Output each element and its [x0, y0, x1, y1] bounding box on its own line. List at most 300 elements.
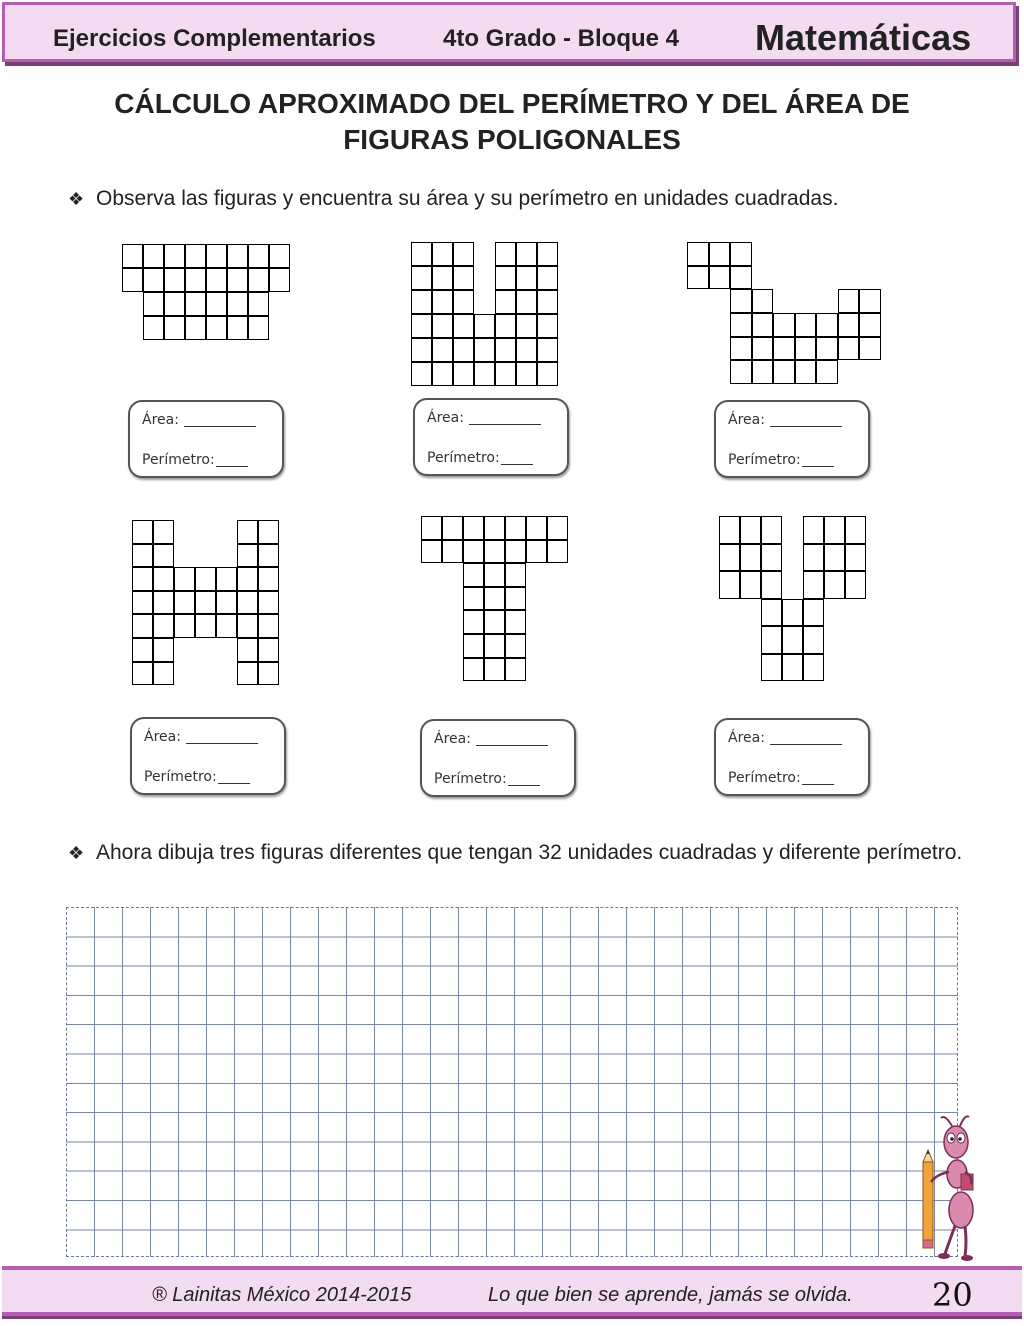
area-answer-line[interactable]: [184, 426, 256, 427]
grid-square: [153, 614, 174, 638]
grid-square: [719, 544, 740, 572]
grid-square: [227, 244, 248, 268]
grid-square: [761, 516, 782, 544]
grid-square: [803, 626, 824, 654]
empty-space: [216, 662, 237, 686]
grid-square: [474, 362, 495, 386]
area-label: Área:: [728, 412, 765, 428]
grid-square: [206, 316, 227, 340]
perimeter-answer-line[interactable]: [508, 785, 540, 786]
grid-square: [237, 614, 258, 638]
grid-square: [505, 563, 526, 587]
grid-square: [516, 338, 537, 362]
empty-space: [526, 658, 547, 682]
grid-square: [838, 337, 860, 361]
header-series-title: Ejercicios Complementarios: [53, 25, 376, 52]
grid-square: [132, 662, 153, 686]
page-header: [2, 2, 1016, 62]
empty-space: [740, 626, 761, 654]
empty-space: [773, 289, 795, 313]
empty-space: [421, 610, 442, 634]
figure-6-grid: [719, 516, 866, 681]
grid-square: [845, 571, 866, 599]
grid-square: [206, 292, 227, 316]
empty-space: [174, 638, 195, 662]
grid-square: [216, 614, 237, 638]
perimeter-answer-line[interactable]: [802, 466, 834, 467]
grid-square: [248, 244, 269, 268]
empty-space: [782, 544, 803, 572]
grid-square: [143, 268, 164, 292]
empty-space: [687, 313, 709, 337]
grid-square: [537, 290, 558, 314]
grid-square: [730, 242, 752, 266]
grid-square: [463, 634, 484, 658]
grid-square: [484, 540, 505, 564]
grid-square: [174, 567, 195, 591]
perimeter-label: Perímetro:: [142, 452, 215, 468]
grid-square: [421, 540, 442, 564]
area-answer-line[interactable]: [770, 426, 842, 427]
grid-square: [773, 337, 795, 361]
header-subject: Matemáticas: [755, 17, 972, 58]
grid-square: [516, 242, 537, 266]
empty-space: [216, 520, 237, 544]
grid-square: [258, 638, 279, 662]
grid-square: [752, 289, 774, 313]
empty-space: [740, 654, 761, 682]
empty-space: [547, 634, 568, 658]
grid-square: [484, 516, 505, 540]
empty-space: [816, 289, 838, 313]
grid-square: [132, 614, 153, 638]
grid-square: [782, 626, 803, 654]
grid-square: [453, 338, 474, 362]
grid-square: [752, 337, 774, 361]
grid-square: [516, 362, 537, 386]
footer-copyright: ® Lainitas México 2014-2015: [152, 1284, 412, 1306]
grid-square: [795, 313, 817, 337]
grid-square: [432, 242, 453, 266]
grid-square: [537, 266, 558, 290]
grid-square: [153, 544, 174, 568]
perimeter-label: Perímetro:: [434, 771, 507, 787]
empty-space: [816, 266, 838, 290]
empty-space: [547, 587, 568, 611]
grid-square: [730, 289, 752, 313]
grid-square: [838, 313, 860, 337]
empty-space: [122, 316, 143, 340]
grid-square: [411, 290, 432, 314]
figure-4-grid: [132, 520, 279, 685]
grid-square: [547, 540, 568, 564]
grid-square: [516, 314, 537, 338]
grid-square: [537, 314, 558, 338]
grid-square: [474, 338, 495, 362]
area-label: Área:: [144, 729, 181, 745]
empty-space: [216, 638, 237, 662]
empty-space: [547, 610, 568, 634]
grid-square: [195, 614, 216, 638]
grid-square: [453, 362, 474, 386]
grid-square: [463, 610, 484, 634]
empty-space: [719, 599, 740, 627]
grid-square: [484, 563, 505, 587]
empty-space: [174, 544, 195, 568]
grid-square: [816, 360, 838, 384]
grid-square: [730, 266, 752, 290]
answer-box-3: [714, 400, 870, 478]
empty-space: [421, 587, 442, 611]
grid-square: [237, 591, 258, 615]
grid-square: [773, 360, 795, 384]
grid-square: [164, 268, 185, 292]
page-footer: [2, 1266, 1022, 1316]
empty-space: [269, 316, 290, 340]
title-line-2: FIGURAS POLIGONALES: [343, 124, 681, 155]
figure-3-grid: [687, 242, 881, 384]
grid-square: [752, 360, 774, 384]
grid-square: [248, 292, 269, 316]
grid-square: [495, 338, 516, 362]
empty-space: [216, 544, 237, 568]
empty-space: [195, 544, 216, 568]
grid-square: [132, 567, 153, 591]
empty-space: [687, 337, 709, 361]
empty-space: [859, 266, 881, 290]
grid-square: [505, 540, 526, 564]
grid-square: [442, 540, 463, 564]
grid-square: [859, 337, 881, 361]
empty-space: [838, 266, 860, 290]
grid-square: [432, 290, 453, 314]
grid-square: [740, 544, 761, 572]
empty-space: [845, 626, 866, 654]
answer-box-4: [130, 717, 286, 795]
empty-space: [174, 662, 195, 686]
grid-square: [838, 289, 860, 313]
page-number: 20: [932, 1276, 973, 1314]
empty-space: [709, 289, 731, 313]
empty-space: [174, 520, 195, 544]
grid-square: [237, 544, 258, 568]
empty-space: [795, 289, 817, 313]
empty-space: [752, 266, 774, 290]
empty-space: [526, 587, 547, 611]
grid-square: [248, 316, 269, 340]
empty-space: [773, 242, 795, 266]
grid-square: [258, 591, 279, 615]
grid-square: [495, 314, 516, 338]
grid-square: [185, 244, 206, 268]
grid-square: [761, 571, 782, 599]
empty-space: [709, 337, 731, 361]
grid-square: [421, 516, 442, 540]
empty-space: [547, 658, 568, 682]
empty-space: [269, 292, 290, 316]
grid-square: [269, 244, 290, 268]
grid-square: [258, 662, 279, 686]
grid-square: [237, 520, 258, 544]
empty-space: [421, 634, 442, 658]
empty-space: [838, 360, 860, 384]
empty-space: [782, 571, 803, 599]
empty-space: [687, 360, 709, 384]
grid-square: [432, 338, 453, 362]
perimeter-label: Perímetro:: [728, 452, 801, 468]
grid-square: [719, 571, 740, 599]
grid-square: [752, 313, 774, 337]
figure-2-grid: [411, 242, 558, 386]
perimeter-label: Perímetro:: [427, 450, 500, 466]
empty-space: [824, 654, 845, 682]
grid-square: [258, 544, 279, 568]
grid-square: [803, 516, 824, 544]
empty-space: [442, 610, 463, 634]
grid-square: [258, 520, 279, 544]
grid-square: [824, 544, 845, 572]
grid-square: [237, 662, 258, 686]
area-label: Área:: [427, 410, 464, 426]
grid-square: [495, 362, 516, 386]
empty-space: [526, 634, 547, 658]
grid-square: [432, 266, 453, 290]
grid-square: [463, 563, 484, 587]
grid-square: [206, 268, 227, 292]
grid-square: [453, 314, 474, 338]
grid-square: [132, 638, 153, 662]
grid-square: [816, 337, 838, 361]
grid-square: [537, 338, 558, 362]
grid-square: [859, 289, 881, 313]
grid-square: [740, 571, 761, 599]
area-answer-line[interactable]: [770, 744, 842, 745]
empty-space: [709, 313, 731, 337]
grid-square: [442, 516, 463, 540]
empty-space: [421, 658, 442, 682]
grid-square: [803, 544, 824, 572]
grid-square: [132, 544, 153, 568]
grid-square: [248, 268, 269, 292]
empty-space: [442, 658, 463, 682]
grid-square: [122, 268, 143, 292]
grid-square: [258, 567, 279, 591]
grid-square: [164, 292, 185, 316]
grid-square: [505, 587, 526, 611]
grid-square: [227, 316, 248, 340]
grid-square: [495, 290, 516, 314]
grid-square: [206, 244, 227, 268]
grid-square: [687, 242, 709, 266]
empty-space: [845, 654, 866, 682]
grid-square: [773, 313, 795, 337]
grid-square: [761, 626, 782, 654]
grid-square: [132, 520, 153, 544]
empty-space: [547, 563, 568, 587]
grid-square: [845, 516, 866, 544]
empty-space: [719, 626, 740, 654]
perimeter-label: Perímetro:: [728, 770, 801, 786]
area-answer-line[interactable]: [476, 745, 548, 746]
diamond-bullet-icon: ❖: [68, 189, 85, 209]
grid-square: [782, 654, 803, 682]
grid-square: [227, 268, 248, 292]
grid-square: [164, 244, 185, 268]
grid-square: [484, 658, 505, 682]
grid-square: [153, 638, 174, 662]
grid-square: [505, 610, 526, 634]
empty-space: [421, 563, 442, 587]
empty-space: [782, 516, 803, 544]
grid-square: [195, 591, 216, 615]
grid-square: [122, 244, 143, 268]
grid-square: [495, 242, 516, 266]
grid-square: [505, 516, 526, 540]
grid-square: [411, 266, 432, 290]
grid-square: [269, 268, 290, 292]
grid-square: [484, 587, 505, 611]
empty-space: [474, 290, 495, 314]
header-grade-block: 4to Grado - Bloque 4: [443, 25, 680, 52]
empty-space: [752, 242, 774, 266]
area-answer-line[interactable]: [469, 424, 541, 425]
empty-space: [474, 266, 495, 290]
instruction-1: [68, 184, 968, 214]
empty-space: [526, 563, 547, 587]
grid-square: [258, 614, 279, 638]
empty-space: [195, 638, 216, 662]
grid-square: [463, 658, 484, 682]
worksheet-title: [40, 86, 984, 158]
empty-space: [719, 654, 740, 682]
grid-square: [153, 591, 174, 615]
perimeter-answer-line[interactable]: [218, 783, 250, 784]
grid-square: [782, 599, 803, 627]
grid-square: [761, 544, 782, 572]
perimeter-label: Perímetro:: [144, 769, 217, 785]
empty-space: [442, 587, 463, 611]
empty-space: [474, 242, 495, 266]
grid-square: [227, 292, 248, 316]
grid-square: [411, 338, 432, 362]
grid-square: [730, 313, 752, 337]
grid-square: [216, 591, 237, 615]
grid-square: [432, 314, 453, 338]
empty-space: [859, 242, 881, 266]
grid-square: [816, 313, 838, 337]
grid-square: [463, 516, 484, 540]
instruction-2: [68, 838, 968, 868]
grid-square: [132, 591, 153, 615]
grid-square: [143, 292, 164, 316]
grid-square: [505, 634, 526, 658]
grid-square: [526, 540, 547, 564]
grid-square: [803, 599, 824, 627]
grid-square: [453, 242, 474, 266]
empty-space: [442, 563, 463, 587]
grid-square: [185, 292, 206, 316]
grid-square: [153, 567, 174, 591]
grid-square: [803, 571, 824, 599]
empty-space: [122, 292, 143, 316]
empty-space: [687, 289, 709, 313]
grid-square: [185, 316, 206, 340]
grid-square: [730, 337, 752, 361]
grid-square: [453, 266, 474, 290]
instruction-1-text: Observa las figuras y encuentra su área y su perímetro en unidades cuadradas.: [96, 187, 839, 210]
empty-space: [773, 266, 795, 290]
grid-square: [411, 362, 432, 386]
area-label: Área:: [728, 730, 765, 746]
grid-square: [709, 266, 731, 290]
grid-square: [824, 571, 845, 599]
empty-space: [795, 266, 817, 290]
area-label: Área:: [142, 412, 179, 428]
grid-square: [824, 516, 845, 544]
grid-square: [845, 544, 866, 572]
grid-square: [505, 658, 526, 682]
empty-space: [859, 360, 881, 384]
grid-square: [216, 567, 237, 591]
grid-square: [411, 314, 432, 338]
grid-square: [516, 266, 537, 290]
ant-with-pencil-icon: [915, 1112, 985, 1262]
perimeter-answer-line[interactable]: [501, 464, 533, 465]
grid-square: [411, 242, 432, 266]
diamond-bullet-icon: ❖: [68, 843, 85, 863]
grid-square: [547, 516, 568, 540]
instruction-2-text: Ahora dibuja tres figuras diferentes que tengan 32 unidades cuadradas y diferente perímetro.: [96, 841, 963, 864]
grid-square: [687, 266, 709, 290]
grid-square: [174, 591, 195, 615]
empty-space: [824, 599, 845, 627]
figure-1-grid: [122, 244, 290, 340]
title-line-1: CÁLCULO APROXIMADO DEL PERÍMETRO Y DEL ÁREA DE: [114, 88, 910, 119]
empty-space: [795, 242, 817, 266]
grid-square: [143, 316, 164, 340]
grid-square: [153, 520, 174, 544]
empty-space: [740, 599, 761, 627]
answer-box-2: [413, 398, 569, 476]
grid-square: [463, 540, 484, 564]
grid-square: [803, 654, 824, 682]
footer-motto: Lo que bien se aprende, jamás se olvida.: [488, 1284, 853, 1306]
drawing-grid[interactable]: [66, 907, 958, 1257]
perimeter-answer-line[interactable]: [216, 466, 248, 467]
empty-space: [526, 610, 547, 634]
grid-square: [484, 634, 505, 658]
empty-space: [195, 520, 216, 544]
empty-space: [816, 242, 838, 266]
empty-space: [195, 662, 216, 686]
grid-square: [153, 662, 174, 686]
grid-square: [516, 290, 537, 314]
grid-square: [740, 516, 761, 544]
grid-square: [795, 337, 817, 361]
grid-square: [761, 654, 782, 682]
grid-square: [432, 362, 453, 386]
area-answer-line[interactable]: [186, 743, 258, 744]
grid-square: [453, 290, 474, 314]
grid-square: [164, 316, 185, 340]
perimeter-answer-line[interactable]: [802, 784, 834, 785]
grid-square: [709, 242, 731, 266]
empty-space: [845, 599, 866, 627]
answer-box-1: [128, 400, 284, 478]
grid-square: [237, 638, 258, 662]
empty-space: [709, 360, 731, 384]
grid-square: [537, 242, 558, 266]
